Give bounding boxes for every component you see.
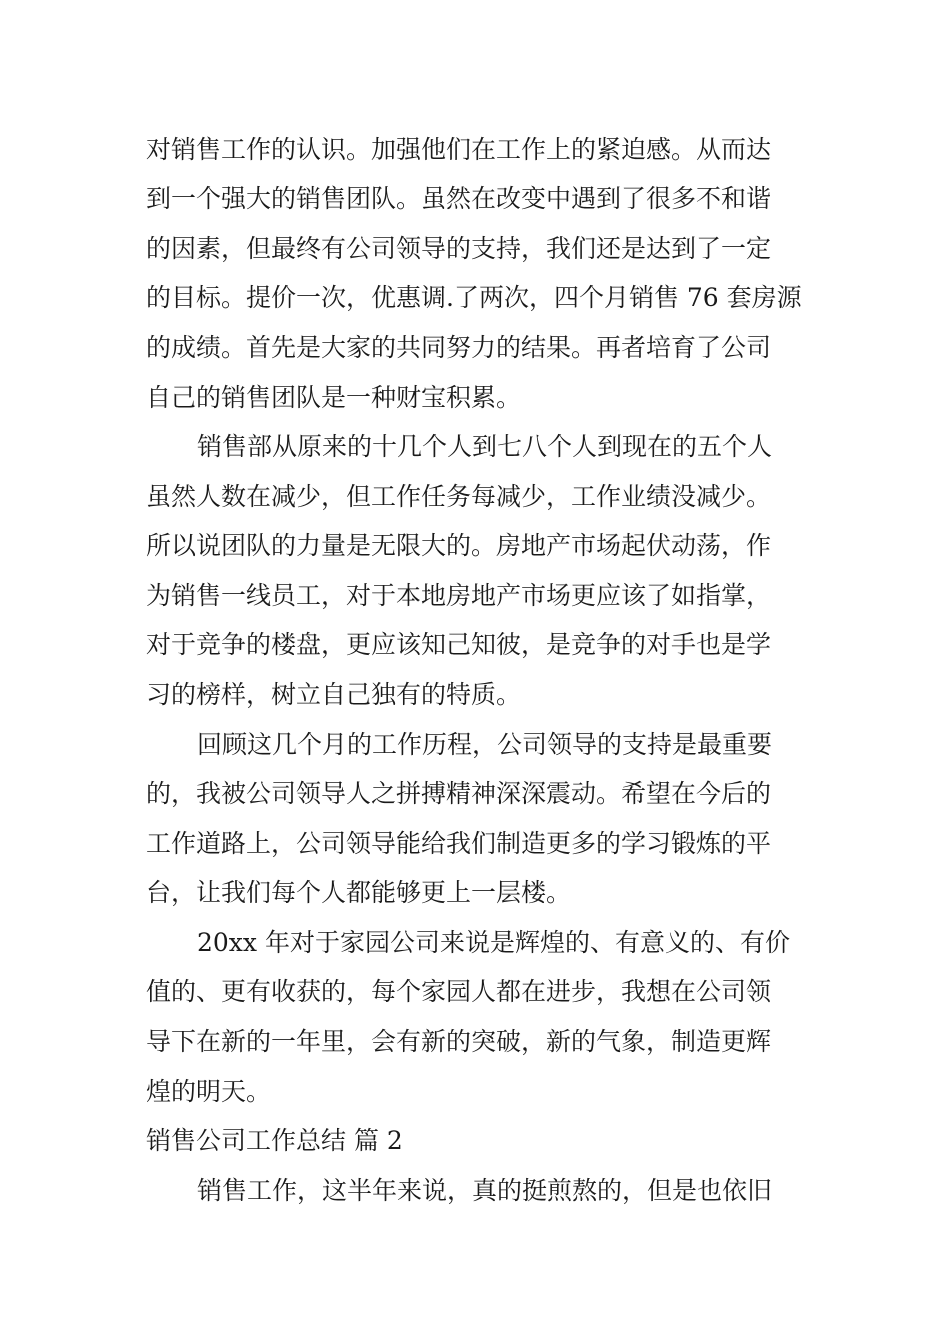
text-line: 的，我被公司领导人之拼搏精神深深震动。希望在今后的 [146,779,772,808]
section-heading: 销售公司工作总结 篇 2 [146,1126,403,1155]
text-line: 对于竞争的楼盘，更应该知己知彼，是竞争的对手也是学 [146,630,772,659]
paragraph-first-line: 销售工作，这半年来说，真的挺煎熬的，但是也依旧 [197,1176,773,1205]
paragraph-first-line: 20xx 年对于家园公司来说是辉煌的、有意义的、有价 [197,928,790,957]
text-line: 的目标。提价一次，优惠调.了两次，四个月销售 76 套房源 [146,283,802,312]
text-line: 值的、更有收获的，每个家园人都在进步，我想在公司领 [146,977,772,1006]
paragraph-first-line: 销售部从原来的十几个人到七八个人到现在的五个人 [197,432,773,461]
text-line: 虽然人数在减少，但工作任务每减少，工作业绩没减少。 [146,482,772,511]
text-line: 导下在新的一年里，会有新的突破，新的气象，制造更辉 [146,1027,772,1056]
text-line: 习的榜样，树立自己独有的特质。 [146,680,522,709]
text-line: 所以说团队的力量是无限大的。房地产市场起伏动荡，作 [146,531,772,560]
text-line: 到一个强大的销售团队。虽然在改变中遇到了很多不和谐 [146,184,772,213]
text-line: 自己的销售团队是一种财宝积累。 [146,383,522,412]
text-line: 对销售工作的认识。加强他们在工作上的紧迫感。从而达 [146,135,772,164]
text-line: 台，让我们每个人都能够更上一层楼。 [146,878,572,907]
paragraph-first-line: 回顾这几个月的工作历程，公司领导的支持是最重要 [197,730,773,759]
text-line: 煌的明天。 [146,1077,272,1106]
text-line: 工作道路上，公司领导能给我们制造更多的学习锻炼的平 [146,829,772,858]
text-line: 的成绩。首先是大家的共同努力的结果。再者培育了公司 [146,333,772,362]
text-line: 为销售一线员工，对于本地房地产市场更应该了如指掌， [146,581,772,610]
text-line: 的因素，但最终有公司领导的支持，我们还是达到了一定 [146,234,772,263]
